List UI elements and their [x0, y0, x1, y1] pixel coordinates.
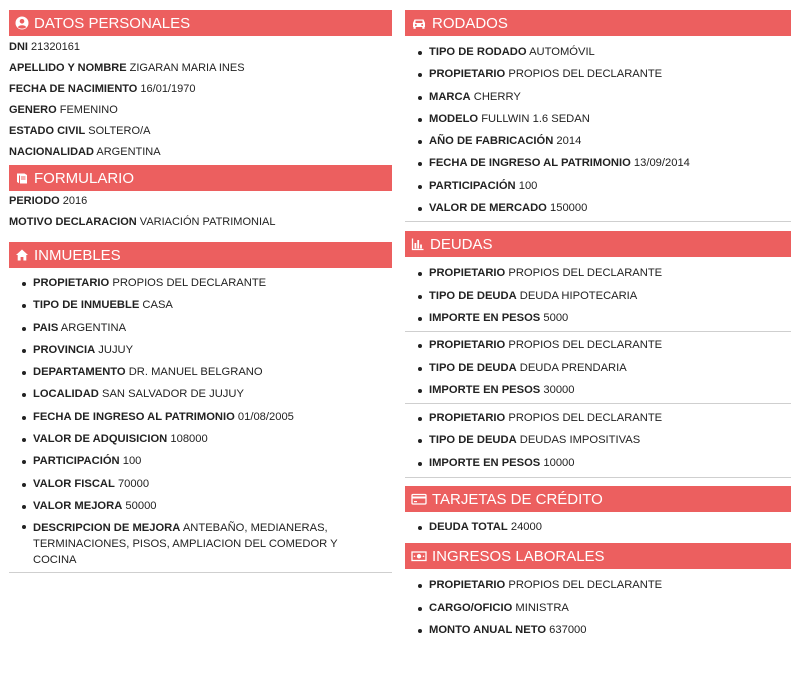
inm-descripcion-mejora-label: DESCRIPCION DE MEJORA: [33, 522, 181, 535]
inm-valor-fiscal-label: VALOR FISCAL: [33, 477, 115, 490]
deu3-tipo-label: TIPO DE DEUDA: [429, 434, 517, 447]
deu1-tipo-label: TIPO DE DEUDA: [429, 289, 517, 302]
rod-fecha-ingreso-value: 13/09/2014: [633, 157, 690, 170]
dni-value: 21320161: [31, 41, 80, 53]
rod-anio-label: AÑO DE FABRICACIÓN: [429, 135, 554, 148]
tar-deuda-total-label: DEUDA TOTAL: [429, 521, 508, 534]
inm-valor-fiscal-item: [9, 473, 392, 495]
apellido-nombre-label: APELLIDO Y NOMBRE: [9, 62, 127, 74]
periodo-label: PERIODO: [9, 195, 60, 207]
apellido-nombre-value: ZIGARAN MARIA INES: [129, 62, 245, 74]
ing-monto-label: MONTO ANUAL NETO: [429, 623, 547, 636]
deu3-tipo-value: DEUDAS IMPOSITIVAS: [519, 434, 641, 447]
rod-valor-mercado-label: VALOR DE MERCADO: [429, 202, 547, 215]
inm-departamento-label: DEPARTAMENTO: [33, 366, 126, 379]
rod-propietario-value: PROPIOS DEL DECLARANTE: [508, 68, 663, 81]
rod-valor-mercado-item: [405, 197, 791, 219]
formulario-list: [9, 191, 392, 233]
apellido-nombre-row: [9, 58, 392, 79]
ing-propietario-label: PROPIETARIO: [429, 579, 506, 592]
estado-civil-value: SOLTERO/A: [88, 125, 151, 137]
book-icon: [15, 171, 29, 185]
inm-tipo-label: TIPO DE INMUEBLE: [33, 299, 140, 312]
deu1-tipo-value: DEUDA HIPOTECARIA: [519, 289, 638, 302]
inm-participacion-item: [9, 450, 392, 472]
datos-personales-header: [9, 10, 392, 36]
fecha-nacimiento-value: 16/01/1970: [140, 83, 196, 95]
inm-descripcion-mejora-value: ANTEBAÑO, MEDIANERAS, TERMINACIONES, PISOS, AMPLIACION DEL COMEDOR Y COCINA: [33, 522, 338, 567]
deu1-propietario-value: PROPIOS DEL DECLARANTE: [508, 267, 663, 280]
datos-personales-list: [9, 36, 392, 163]
inmuebles-header: [9, 242, 392, 268]
genero-value: FEMENINO: [59, 104, 118, 116]
deuda-group-1: [405, 257, 791, 332]
deu1-propietario-label: PROPIETARIO: [429, 267, 506, 280]
money-bill-icon: [411, 549, 427, 563]
inm-participacion-label: PARTICIPACIÓN: [33, 455, 120, 468]
formulario-header: [9, 165, 392, 191]
motivo-row: [9, 212, 392, 233]
rodados-header: [405, 10, 791, 36]
inmuebles-list: [9, 268, 392, 573]
deu3-propietario-value: PROPIOS DEL DECLARANTE: [508, 412, 663, 425]
deu3-tipo-item: [405, 429, 791, 451]
rod-marca-label: MARCA: [429, 90, 471, 103]
tarjetas-title: TARJETAS DE CRÉDITO: [432, 490, 603, 508]
ing-monto-item: [405, 619, 791, 641]
dni-row: [9, 37, 392, 58]
rod-participacion-item: [405, 175, 791, 197]
rodados-title: RODADOS: [432, 14, 508, 32]
nacionalidad-row: [9, 142, 392, 163]
inm-tipo-item: [9, 294, 392, 316]
inm-propietario-label: PROPIETARIO: [33, 277, 110, 289]
ing-propietario-item: [405, 574, 791, 596]
deu3-importe-value: 10000: [543, 456, 575, 469]
deu3-propietario-item: [405, 407, 791, 429]
rodados-list: [405, 36, 791, 222]
deu1-importe-item: [405, 307, 791, 329]
rod-propietario-label: PROPIETARIO: [429, 68, 506, 81]
inmuebles-title: INMUEBLES: [34, 246, 121, 264]
deu2-propietario-value: PROPIOS DEL DECLARANTE: [508, 339, 663, 352]
credit-card-icon: [411, 492, 427, 506]
genero-row: [9, 100, 392, 121]
rod-tipo-value: AUTOMÓVIL: [529, 46, 595, 58]
inm-propietario-item: [9, 272, 392, 294]
motivo-value: VARIACIÓN PATRIMONIAL: [139, 216, 276, 228]
deu3-propietario-label: PROPIETARIO: [429, 412, 506, 425]
nacionalidad-label: NACIONALIDAD: [9, 146, 94, 158]
ing-cargo-label: CARGO/OFICIO: [429, 601, 513, 614]
inm-localidad-value: SAN SALVADOR DE JUJUY: [101, 388, 244, 401]
deu1-importe-label: IMPORTE EN PESOS: [429, 311, 541, 324]
dni-label: DNI: [9, 41, 28, 53]
rod-marca-value: CHERRY: [473, 90, 521, 103]
inm-provincia-label: PROVINCIA: [33, 343, 96, 356]
inm-valor-mejora-label: VALOR MEJORA: [33, 499, 123, 512]
deu3-importe-item: [405, 452, 791, 474]
user-circle-icon: [15, 16, 29, 30]
deu2-tipo-value: DEUDA PRENDARIA: [519, 361, 627, 374]
ing-propietario-value: PROPIOS DEL DECLARANTE: [508, 579, 663, 592]
bar-chart-icon: [411, 237, 425, 251]
rod-modelo-value: FULLWIN 1.6 SEDAN: [481, 112, 590, 125]
deu2-importe-item: [405, 379, 791, 401]
fecha-nacimiento-label: FECHA DE NACIMIENTO: [9, 83, 138, 95]
inm-pais-label: PAIS: [33, 321, 59, 334]
genero-label: GENERO: [9, 104, 57, 116]
inm-valor-mejora-value: 50000: [125, 499, 157, 512]
deuda-group-2: [405, 332, 791, 404]
tarjetas-header: [405, 486, 791, 512]
inm-provincia-item: [9, 339, 392, 361]
deu1-tipo-item: [405, 285, 791, 307]
inm-tipo-value: CASA: [142, 299, 173, 312]
tar-deuda-total-value: 24000: [510, 521, 542, 534]
deu2-importe-value: 30000: [543, 383, 575, 396]
inm-valor-adquisicion-item: [9, 428, 392, 450]
ingresos-header: [405, 543, 791, 569]
datos-personales-title: DATOS PERSONALES: [34, 14, 191, 32]
motivo-label: MOTIVO DECLARACION: [9, 216, 137, 228]
periodo-value: 2016: [62, 195, 88, 207]
inm-valor-mejora-item: [9, 495, 392, 517]
deu2-importe-label: IMPORTE EN PESOS: [429, 383, 541, 396]
deu2-tipo-label: TIPO DE DEUDA: [429, 361, 517, 374]
inm-pais-item: [9, 317, 392, 339]
inm-fecha-ingreso-value: 01/08/2005: [237, 410, 294, 423]
right-column: [405, 0, 791, 641]
deudas-header: [405, 231, 791, 257]
inm-valor-fiscal-value: 70000: [117, 477, 150, 490]
rod-tipo-item: [405, 41, 791, 63]
fecha-nacimiento-row: [9, 79, 392, 100]
rod-fecha-ingreso-item: [405, 152, 791, 174]
inm-provincia-value: JUJUY: [98, 343, 134, 356]
rod-marca-item: [405, 86, 791, 108]
rod-fecha-ingreso-label: FECHA DE INGRESO AL PATRIMONIO: [429, 157, 631, 170]
rod-modelo-item: [405, 108, 791, 130]
nacionalidad-value: ARGENTINA: [96, 146, 161, 158]
ingresos-list: [405, 569, 791, 641]
tar-deuda-total-item: [405, 516, 791, 538]
rod-participacion-value: 100: [518, 179, 538, 192]
ing-cargo-value: MINISTRA: [515, 601, 569, 614]
estado-civil-row: [9, 121, 392, 142]
inm-fecha-ingreso-label: FECHA DE INGRESO AL PATRIMONIO: [33, 410, 235, 423]
ing-monto-value: 637000: [549, 623, 587, 636]
deudas-title: DEUDAS: [430, 235, 493, 253]
rod-valor-mercado-value: 150000: [550, 202, 588, 215]
ingresos-title: INGRESOS LABORALES: [432, 547, 605, 565]
home-icon: [15, 248, 29, 262]
ing-cargo-item: [405, 597, 791, 619]
rod-modelo-label: MODELO: [429, 112, 479, 125]
deu1-propietario-item: [405, 262, 791, 284]
deuda-group-3: [405, 404, 791, 478]
inm-departamento-value: DR. MANUEL BELGRANO: [128, 366, 263, 379]
periodo-row: [9, 191, 392, 212]
inm-localidad-label: LOCALIDAD: [33, 388, 99, 401]
inm-valor-adquisicion-value: 108000: [170, 433, 208, 446]
inm-participacion-value: 100: [122, 455, 142, 468]
rod-anio-item: [405, 130, 791, 152]
rod-anio-value: 2014: [556, 135, 582, 148]
tarjetas-list: [405, 512, 791, 538]
left-column: [9, 0, 392, 573]
rod-propietario-item: [405, 63, 791, 85]
inm-propietario-value: PROPIOS DEL DECLARANTE: [112, 277, 267, 289]
inm-localidad-item: [9, 383, 392, 405]
deu2-propietario-label: PROPIETARIO: [429, 339, 506, 352]
deu3-importe-label: IMPORTE EN PESOS: [429, 456, 541, 469]
estado-civil-label: ESTADO CIVIL: [9, 125, 86, 137]
formulario-title: FORMULARIO: [34, 169, 135, 187]
inm-fecha-ingreso-item: [9, 406, 392, 428]
inm-valor-adquisicion-label: VALOR DE ADQUISICION: [33, 433, 168, 446]
deu1-importe-value: 5000: [543, 311, 569, 324]
deu2-tipo-item: [405, 357, 791, 379]
inm-descripcion-mejora-item: [9, 517, 353, 568]
rod-participacion-label: PARTICIPACIÓN: [429, 179, 516, 192]
rod-tipo-label: TIPO DE RODADO: [429, 46, 527, 58]
inm-departamento-item: [9, 361, 392, 383]
inm-pais-value: ARGENTINA: [60, 321, 127, 334]
deu2-propietario-item: [405, 334, 791, 356]
car-icon: [411, 16, 427, 30]
